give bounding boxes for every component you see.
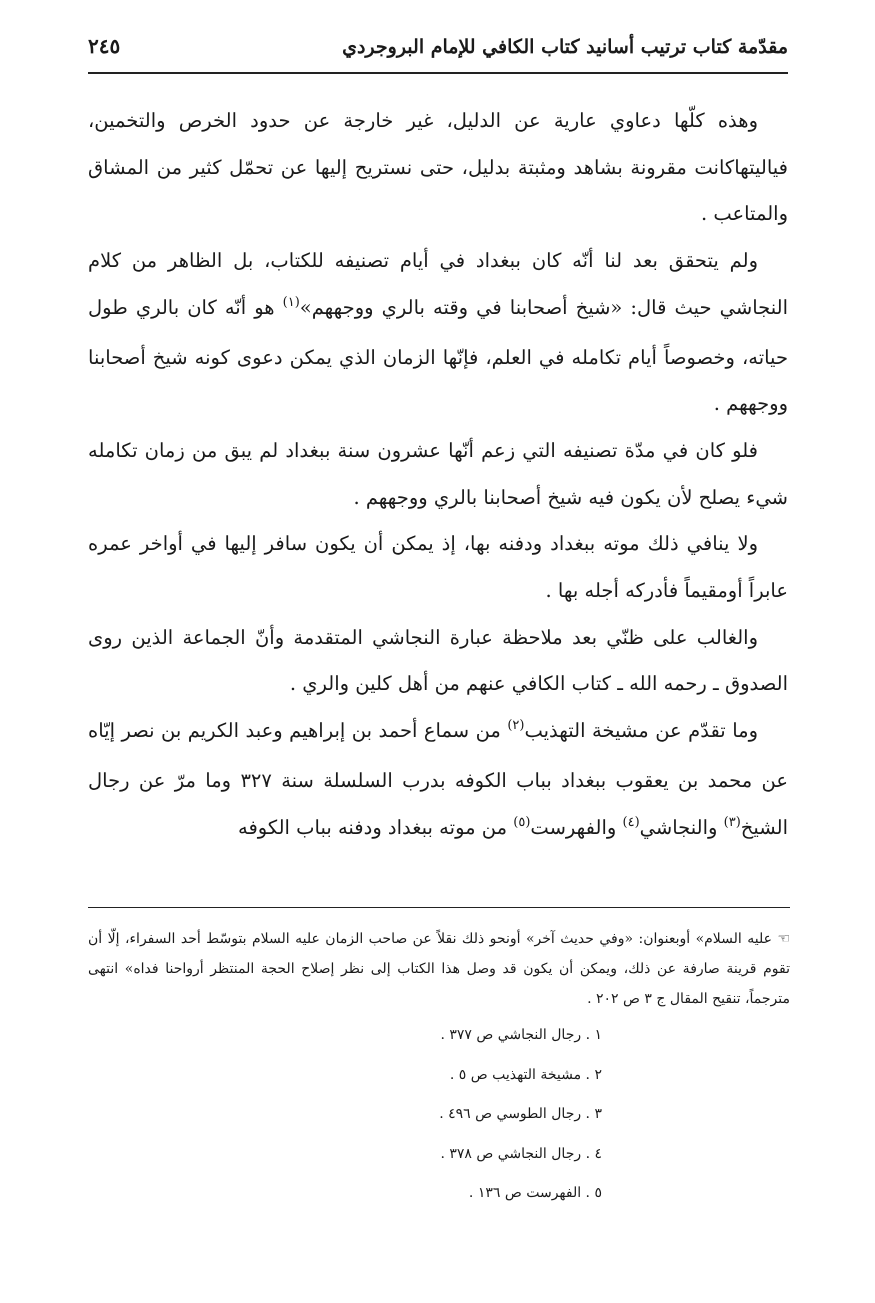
page-number: ٢٤٥ <box>88 34 121 58</box>
footnote-ref-4: (٤) <box>622 814 640 830</box>
header-rule <box>88 72 788 74</box>
footnote-ref-2: (٢) <box>507 718 525 734</box>
pointing-hand-icon: ☜ <box>777 931 790 947</box>
footnote-ref-5: (٥) <box>513 814 531 830</box>
footnote-ref-3: (٣) <box>723 814 741 830</box>
body-text <box>88 98 788 854</box>
paragraph-6-text-b: من سماع أحمد بن إبراهيم وعبد الكريم بن نصر إيّاه عن محمد بن يعقوب ببغداد بباب الكوفه بدرب السلسلة سنة ٣٢٧ وما مرّ عن رجال الشيخ <box>88 719 788 839</box>
paragraph-3: فلو كان في مدّة تصنيفه التي زعم أنّها عشرون سنة ببغداد لم يبق من زمان تكامله شيء يصلح لأن يكون فيه شيخ أصحابنا بالري ووجههم . <box>88 438 788 509</box>
footnote-3: ٣ . رجال الطوسي ص ٤٩٦ . <box>439 1106 602 1122</box>
paragraph-2-text-b: هو أنّه كان بالري طول حياته، وخصوصاً أيام تكامله في العلم، فإنّها الزمان الذي يمكن دعوى كونه شيخ أصحابنا ووجههم . <box>88 295 788 416</box>
footnote-list <box>88 1016 790 1214</box>
footnote-ref-1: (١) <box>282 294 300 310</box>
footnote-4: ٤ . رجال النجاشي ص ٣٧٨ . <box>440 1145 602 1162</box>
paragraph-2 <box>88 238 788 428</box>
footnote-5: ٥ . الفهرست ص ١٣٦ . <box>468 1185 602 1201</box>
running-title: مقدّمة كتاب ترتيب أسانيد كتاب الكافي للإمام البروجردي <box>342 36 788 58</box>
paragraph-5: والغالب على ظنّي بعد ملاحظة عبارة النجاشي المتقدمة وأنّ الجماعة الذين روى الصدوق ـ رحمه الله ـ كتاب الكافي عنهم من أهل كلين والري . <box>88 625 788 696</box>
page-header <box>88 28 788 68</box>
paragraph-6 <box>88 708 788 854</box>
paragraph-6-text-d: والفهرست <box>530 815 623 839</box>
footnote-continuation-text: عليه السلام» أوبعنوان: «وفي حديث آخر» أونحو ذلك نقلاً عن صاحب الزمان عليه السلام بتوسّط أحد السفراء، إلّا أن تقوم قرينة صارفة عن ذلك، ويمكن أن يكون قد وصل هذا الكتاب إلى نظر إصلاح الحجة المنتظر أرواحنا فداه» انتهى مترجماً، تنقيح المقال ج ٣ ص ٢٠٢ . <box>88 931 790 1007</box>
footnote-2: ٢ . مشيخة التهذيب ص ٥ . <box>449 1066 602 1083</box>
footnote-1: ١ . رجال النجاشي ص ٣٧٧ . <box>440 1027 602 1043</box>
paragraph-6-text-a: وما تقدّم عن مشيخة التهذيب <box>524 719 758 743</box>
footnote-continuation <box>88 924 790 1014</box>
footnotes <box>88 924 790 1214</box>
paragraph-2-text-a: ولم يتحقق بعد لنا أنّه كان ببغداد في أيام تصنيفه للكتاب، بل الظاهر من كلام النجاشي حيث قال: «شيخ أصحابنا في وقته بالري ووجههم» <box>88 249 788 319</box>
footnote-separator <box>88 907 790 908</box>
paragraph-1: وهذه كلّها دعاوي عارية عن الدليل، غير خارجة عن حدود الخرص والتخمين، فياليتهاكانت مقرونة بشاهد ومثبتة بدليل، حتى نستريح إليها عن تحمّل كثير من المشاق والمتاعب . <box>88 109 788 226</box>
paragraph-4: ولا ينافي ذلك موته ببغداد ودفنه بها، إذ يمكن أن يكون سافر إليها في أواخر عمره عابراً أومقيماً فأدركه أجله بها . <box>88 532 788 603</box>
paragraph-6-text-e: من موته ببغداد ودفنه بباب الكوفه <box>237 815 514 839</box>
paragraph-6-text-c: والنجاشي <box>639 815 724 839</box>
